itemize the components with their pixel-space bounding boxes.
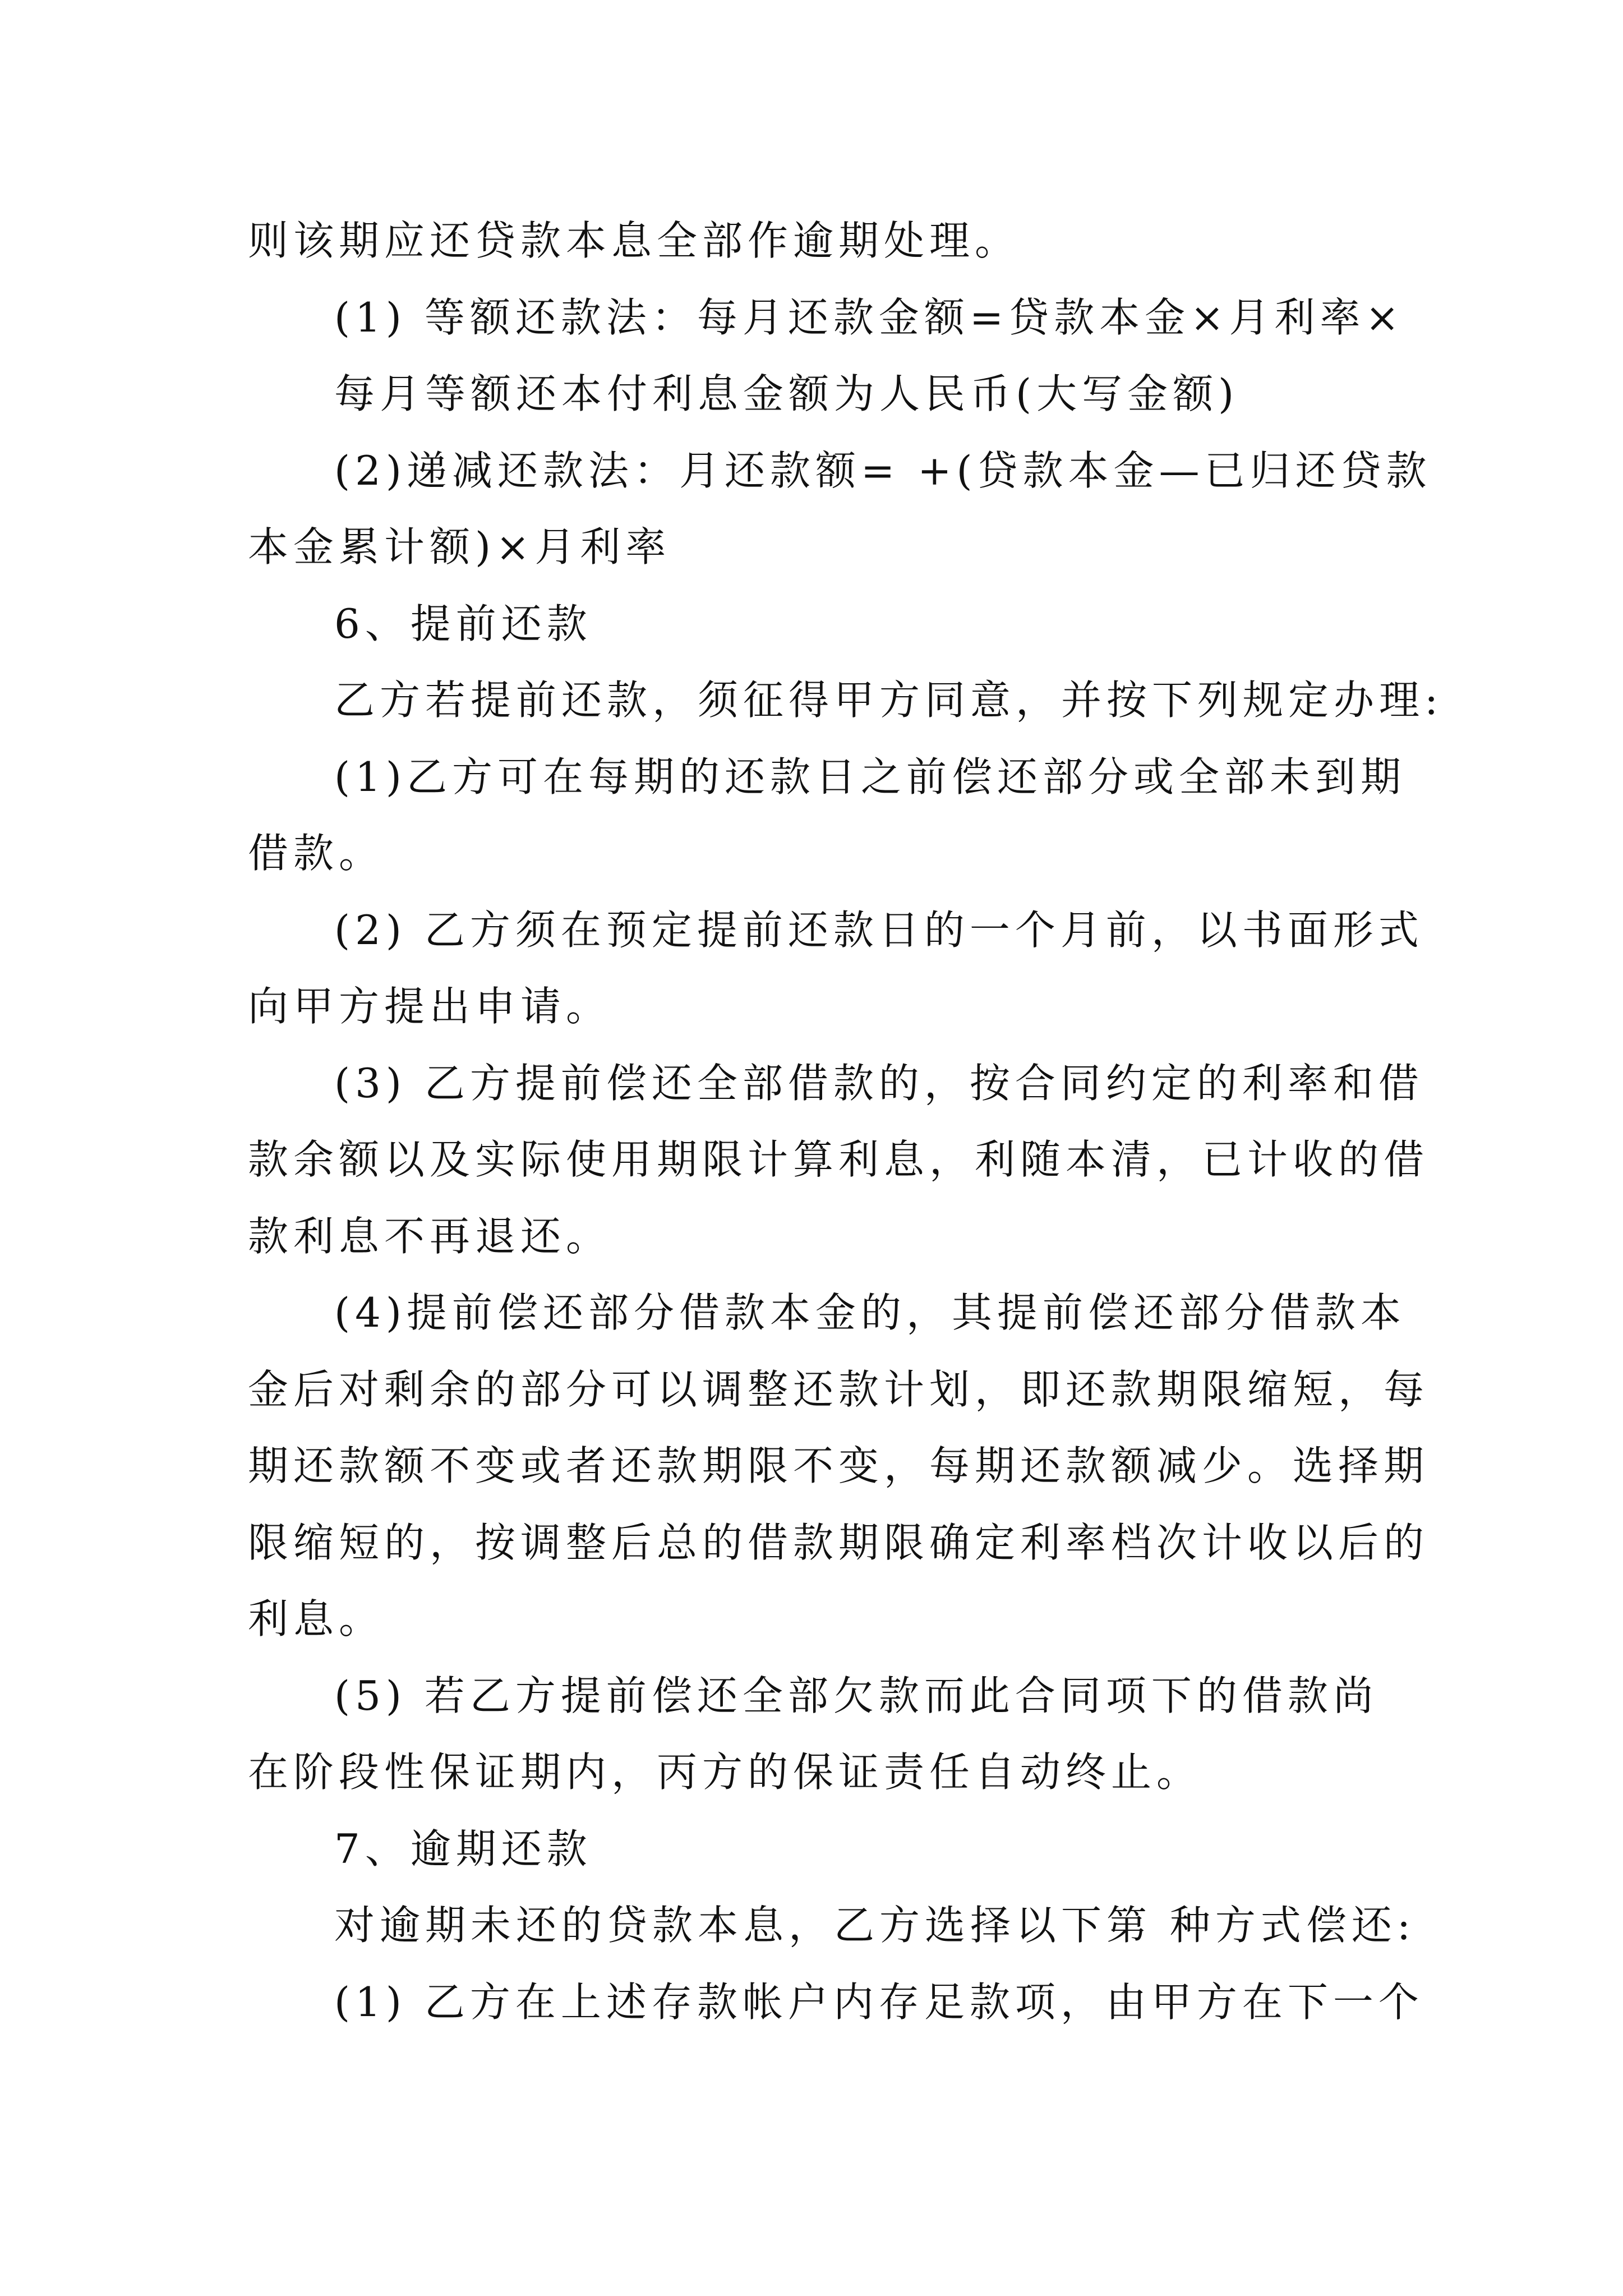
text-line: 每月等额还本付利息金额为人民币(大写金额) <box>334 370 1239 417</box>
text-line: (5) 若乙方提前偿还全部欠款而此合同项下的借款尚 <box>334 1672 1378 1719</box>
text-line: 乙方若提前还款，须征得甲方同意，并按下列规定办理: <box>334 677 1444 724</box>
text-line: 金后对剩余的部分可以调整还款计划，即还款期限缩短，每 <box>248 1366 1430 1413</box>
text-line: 款利息不再退还。 <box>248 1213 612 1260</box>
text-line: 在阶段性保证期内，丙方的保证责任自动终止。 <box>248 1749 1202 1796</box>
section-heading: 7、逾期还款 <box>334 1825 592 1872</box>
section-heading: 6、提前还款 <box>334 600 592 647</box>
text-line: (2)递减还款法：月还款额= +(贷款本金—已归还贷款 <box>334 447 1432 494</box>
text-line: 限缩短的，按调整后总的借款期限确定利率档次计收以后的 <box>248 1519 1430 1566</box>
text-line: (4)提前偿还部分借款本金的，其提前偿还部分借款本 <box>334 1289 1406 1336</box>
text-line: (2) 乙方须在预定提前还款日的一个月前，以书面形式 <box>334 907 1424 954</box>
text-line: 款余额以及实际使用期限计算利息，利随本清，已计收的借 <box>248 1136 1430 1183</box>
text-line: 利息。 <box>248 1595 385 1642</box>
text-line: 期还款额不变或者还款期限不变，每期还款额减少。选择期 <box>248 1442 1430 1489</box>
text-line: (1) 等额还款法：每月还款金额=贷款本金×月利率× <box>334 294 1404 341</box>
text-line: 借款。 <box>248 830 385 877</box>
text-line: 则该期应还贷款本息全部作逾期处理。 <box>248 217 1021 264</box>
text-line: 向甲方提出申请。 <box>248 983 612 1030</box>
text-line: (1) 乙方在上述存款帐户内存足款项，由甲方在下一个 <box>334 1978 1424 2026</box>
text-line: 对逾期未还的贷款本息，乙方选择以下第 种方式偿还: <box>334 1902 1416 1949</box>
text-line: (1)乙方可在每期的还款日之前偿还部分或全部未到期 <box>334 753 1406 800</box>
text-line: (3) 乙方提前偿还全部借款的，按合同约定的利率和借 <box>334 1060 1424 1107</box>
text-line: 本金累计额)×月利率 <box>248 523 671 570</box>
